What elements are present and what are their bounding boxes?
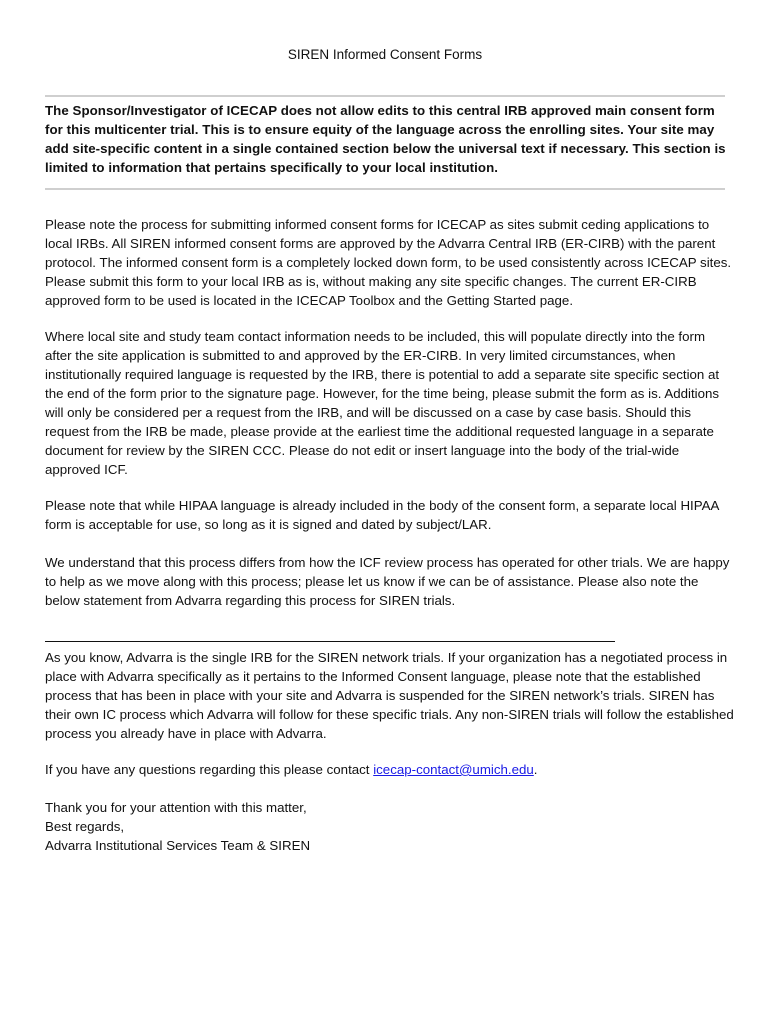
edit-policy-notice: The Sponsor/Investigator of ICECAP does not allow edits to this central IRB approved main consent form for this multicenter trial. This is to ensure equity of the language across the enrolling sites. Your site may add site-specific content in a single contained section below the universal text if necessary. This section is limited to information that pertains specifically to your local institution. <box>45 103 726 175</box>
closing-thanks: Thank you for your attention with this matter, <box>45 800 307 815</box>
paragraph-submission-process: Please note the process for submitting informed consent forms for ICECAP as sites submit ceding applications to local IRBs. All SIREN informed consent forms are approved by the Advarra Central IRB (ER-CIRB) with the parent protocol. The informed consent form is a completely locked down form, to be used consistently across ICECAP sites. Please submit this form to your local IRB as is, without making any site specific changes. The current ER-CIRB approved form to be used is located in the ICECAP Toolbox and the Getting Started page. <box>45 217 732 308</box>
statement-separator-line <box>45 641 615 642</box>
advarra-statement: As you know, Advarra is the single IRB for the SIREN network trials. If your organization has a negotiated process in place with Advarra specifically as it pertains to the Informed Consent language, please note that the established process that has been in place with your site and Advarra is suspended for the SIREN network’s trials. SIREN has their own IC process which Advarra will follow for these specific trials. Any non-SIREN trials will follow the established process you already have in place with Advarra. <box>45 650 734 741</box>
page-title: SIREN Informed Consent Forms <box>287 47 483 62</box>
closing-signature: Advarra Institutional Services Team & SIREN <box>45 838 311 853</box>
contact-paragraph <box>45 760 735 779</box>
closing-block <box>45 798 735 855</box>
contact-suffix: . <box>533 762 538 777</box>
top-divider <box>45 95 725 97</box>
closing-regards: Best regards, <box>45 819 125 834</box>
contact-email-link[interactable]: icecap-contact@umich.edu <box>373 762 534 777</box>
paragraph-site-contact-info: Where local site and study team contact information needs to be included, this will populate directly into the form after the site application is submitted to and approved by the ER-CIRB. In very limited circumstances, when institutionally required language is requested by the IRB, there is potential to add a separate site specific section at the end of the form prior to the signature page. However, for the time being, please submit the form as is. Additions will only be considered per a request from the IRB, and will be discussed on a case by case basis. Should this request from the IRB be made, please provide at the earliest time the additional requested language in a separate document for review by the SIREN CCC. Please do not edit or insert language into the body of the trial-wide approved ICF. <box>45 329 720 477</box>
paragraph-hipaa: Please note that while HIPAA language is already included in the body of the consent form, a separate local HIPAA form is acceptable for use, so long as it is signed and dated by subject/LAR. <box>45 498 719 532</box>
bottom-divider <box>45 188 725 190</box>
paragraph-process-differs: We understand that this process differs from how the ICF review process has operated for other trials. We are happy to help as we move along with this process; please let us know if we can be of assistance. Please also note the below statement from Advarra regarding this process for SIREN trials. <box>45 555 730 608</box>
contact-prefix: If you have any questions regarding this please contact <box>45 762 374 777</box>
